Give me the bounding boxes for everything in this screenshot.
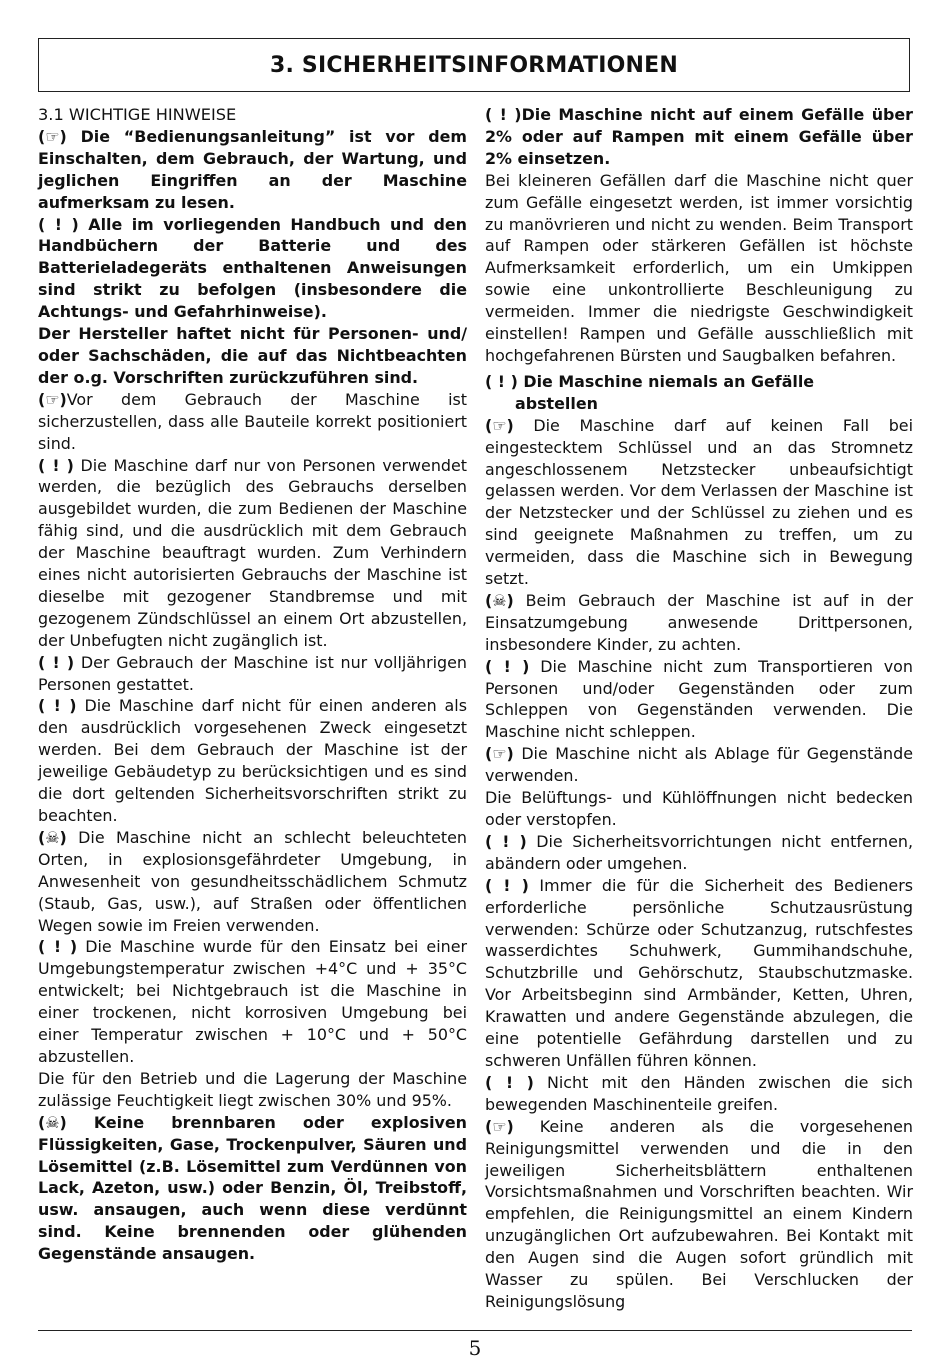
hand-icon: (☞) bbox=[485, 744, 514, 764]
paragraph: ( ! ) Die Maschine niemals an Gefälle bbox=[485, 371, 815, 391]
warning-icon: ( ! ) bbox=[485, 656, 530, 676]
paragraph: ( ! ) Die Maschine wurde für den Einsatz bei einer Umgebungstemperatur zwischen +4°C und + 35°C entwickelt; bei Nichtgebrauch ist die Maschine in einer trockenen, nicht korrosiven Umgebung bei einer Temperatur zwischen + 10°C und + 50°C abzustellen. bbox=[38, 937, 468, 1066]
paragraph: (☞) Die “Bedienungsanleitung” ist vor dem Einschalten, dem Gebrauch, der Wartung, und jeglichen Eingriffen an der Maschine aufmerksam zu lesen. bbox=[38, 126, 467, 212]
paragraph: (☠) Die Maschine nicht an schlecht beleuchteten Orten, in explosionsgefährdeter Umgebung, in Anwesenheit von gesundheitsschädlichem Schmutz (Staub, Gas, usw.), auf Straßen oder öffentlichen Wegen sowie im Freien verwenden. bbox=[38, 827, 467, 935]
section-title: 3.1 WICHTIGE HINWEISE bbox=[38, 105, 237, 124]
paragraph-continuation: abstellen bbox=[515, 393, 598, 413]
warning-icon: ( ! ) bbox=[38, 455, 74, 475]
left-column bbox=[38, 104, 467, 1265]
paragraph: ( ! ) Der Gebrauch der Maschine ist nur volljährigen Personen gestattet. bbox=[38, 652, 467, 694]
paragraph: (☠) Keine brennbaren oder explosiven Flüssigkeiten, Gase, Trockenpulver, Säuren und Lösemittel (z.B. Lösemittel zum Verdünnen von Lack, Azeton, usw.) oder Benzin, Öl, Treibstoff, usw. ansaugen, auch wenn diese verdünnt sind. Keine brennenden oder glühenden Gegenstände ansaugen. bbox=[38, 1112, 467, 1264]
hand-icon: (☞) bbox=[485, 1116, 514, 1136]
warning-icon: ( ! ) bbox=[38, 696, 77, 716]
paragraph: ( ! ) Die Sicherheitsvorrichtungen nicht entfernen, abändern oder umgehen. bbox=[485, 831, 913, 873]
paragraph: ( ! ) Die Maschine darf nicht für einen anderen als den ausdrücklich vorgesehenen Zweck eingesetzt werden. Bei dem Gebrauch der Maschine ist der jeweilige Gebäudetyp zu berücksichtigen und es sind die dort geltenden Sicherheitsvorschriften strikt zu beachten. bbox=[38, 696, 467, 825]
hand-icon: (☞) bbox=[38, 126, 67, 146]
paragraph: (☞) Die Maschine darf auf keinen Fall bei eingestecktem Schlüssel und an das Stromnetz angeschlossenem Netzstecker unbeaufsichtigt gelassen werden. Vor dem Verlassen der Maschine ist der Netzstecker und der Schlüssel zu ziehen und es sind geeignete Maßnahmen zu treffen, um zu vermeiden, dass die Maschine sich in Bewegung setzt. bbox=[485, 415, 913, 589]
warning-icon: ( ! ) bbox=[38, 652, 75, 672]
hand-icon: (☞) bbox=[38, 389, 67, 409]
paragraph: (☞) Die Maschine nicht als Ablage für Gegenstände verwenden. bbox=[485, 744, 913, 786]
page-number: 5 bbox=[468, 1336, 482, 1360]
paragraph: Bei kleineren Gefällen darf die Maschine nicht quer zum Gefälle eingesetzt werden, ist immer vorsichtig zu manövrieren und nicht zu wenden. Beim Transport auf Rampen oder stärkeren Gefällen ist höchste Aufmerksamkeit erforderlich, um ein Umkippen sowie eine unkontrollierte Beschleunigung zu vermeiden. Immer die niedrigste Geschwindigkeit einstellen! Rampen und Gefälle ausschließlich mit hochgefahrenen Bürsten und Saugbalken befahren. bbox=[485, 170, 913, 365]
paragraph: Die für den Betrieb und die Lagerung der Maschine zulässige Feuchtigkeit liegt zwischen 30% und 95%. bbox=[38, 1068, 467, 1110]
footer-rule bbox=[38, 1330, 912, 1331]
hand-icon: (☞) bbox=[485, 415, 514, 435]
section-header-box bbox=[38, 38, 910, 92]
paragraph: (☞) Keine anderen als die vorgesehenen Reinigungsmittel verwenden und die in den jeweiligen Sicherheitsblättern enthaltenen Vorsichtsmaßnahmen und Vorschriften beachten. Wir empfehlen, die Reinigungsmittel an einem Kindern unzugänglichen Ort aufzubewahren. Bei Kontakt mit den Augen sind die Augen sofort gründlich mit Wasser zu spülen. Bei Verschlucken der Reinigungslösung bbox=[485, 1116, 913, 1311]
hazard-icon: (☠) bbox=[38, 827, 67, 847]
right-column bbox=[485, 104, 913, 1313]
paragraph: (☠) Beim Gebrauch der Maschine ist auf in der Einsatzumgebung anwesende Drittpersonen, insbesondere Kinder, zu achten. bbox=[485, 590, 913, 654]
warning-icon: ( ! ) bbox=[38, 214, 79, 234]
paragraph: ( ! ) Nicht mit den Händen zwischen die sich bewegenden Maschinenteile greifen. bbox=[485, 1072, 913, 1114]
warning-icon: ( ! ) bbox=[485, 371, 518, 391]
paragraph: Der Hersteller haftet nicht für Personen- und/ oder Sachschäden, die auf das Nichtbeachten der o.g. Vorschriften zurückzuführen sind. bbox=[38, 324, 467, 387]
paragraph: Die Belüftungs- und Kühlöffnungen nicht bedecken oder verstopfen. bbox=[485, 788, 913, 829]
hazard-icon: (☠) bbox=[485, 590, 514, 610]
paragraph: ( ! ) Immer die für die Sicherheit des Bedieners erforderliche persönliche Schutzausrüstung verwenden: Schürze oder Schutzanzug, rutschfestes wasserdichtes Schuhwerk, Gummihandschuhe, Schutzbrille und Gehörschutz, Staubschutzmaske. Vor Arbeitsbeginn sind Armbänder, Ketten, Uhren, Krawatten und andere Gegenstände abzulegen, die eine potentielle Gefährdung darstellen und zu schweren Unfällen führen können. bbox=[485, 875, 914, 1070]
hazard-icon: (☠) bbox=[38, 1112, 67, 1132]
warning-icon: ( ! ) bbox=[485, 831, 527, 851]
paragraph: ( ! ) Alle im vorliegenden Handbuch und den Handbüchern der Batterie und des Batterieladegeräts enthaltenen Anweisungen sind strikt zu befolgen (insbesondere die Achtungs- und Gefahrhinweise). bbox=[38, 214, 467, 322]
paragraph: ( ! ) Die Maschine darf nur von Personen verwendet werden, die bezüglich des Gebrauchs derselben ausgebildet wurden, die zum Bedienen der Maschine fähig sind, und die ausdrücklich mit dem Gebrauch der Maschine beauftragt wurden. Zum Verhindern eines nicht autorisierten Gebrauchs der Maschine ist dieselbe mit gezogener Standbremse und mit gezogenem Zündschlüssel an einem Ort abzustellen, der Unbefugten nicht zugänglich ist. bbox=[38, 455, 467, 650]
paragraph: ( ! )Die Maschine nicht auf einem Gefälle über 2% oder auf Rampen mit einem Gefälle über 2% einsetzen. bbox=[485, 105, 913, 168]
paragraph: ( ! ) Die Maschine nicht zum Transportieren von Personen und/oder Gegenständen oder zum Schleppen von Gegenständen verwenden. Die Maschine nicht schleppen. bbox=[485, 656, 913, 742]
warning-icon: ( ! ) bbox=[485, 1072, 534, 1092]
page-title: 3. SICHERHEITSINFORMATIONEN bbox=[270, 52, 678, 78]
paragraph: (☞)Vor dem Gebrauch der Maschine ist sicherzustellen, dass alle Bauteile korrekt positioniert sind. bbox=[38, 389, 467, 453]
warning-icon: ( ! ) bbox=[485, 105, 522, 124]
warning-icon: ( ! ) bbox=[38, 937, 78, 957]
warning-icon: ( ! ) bbox=[485, 875, 529, 895]
